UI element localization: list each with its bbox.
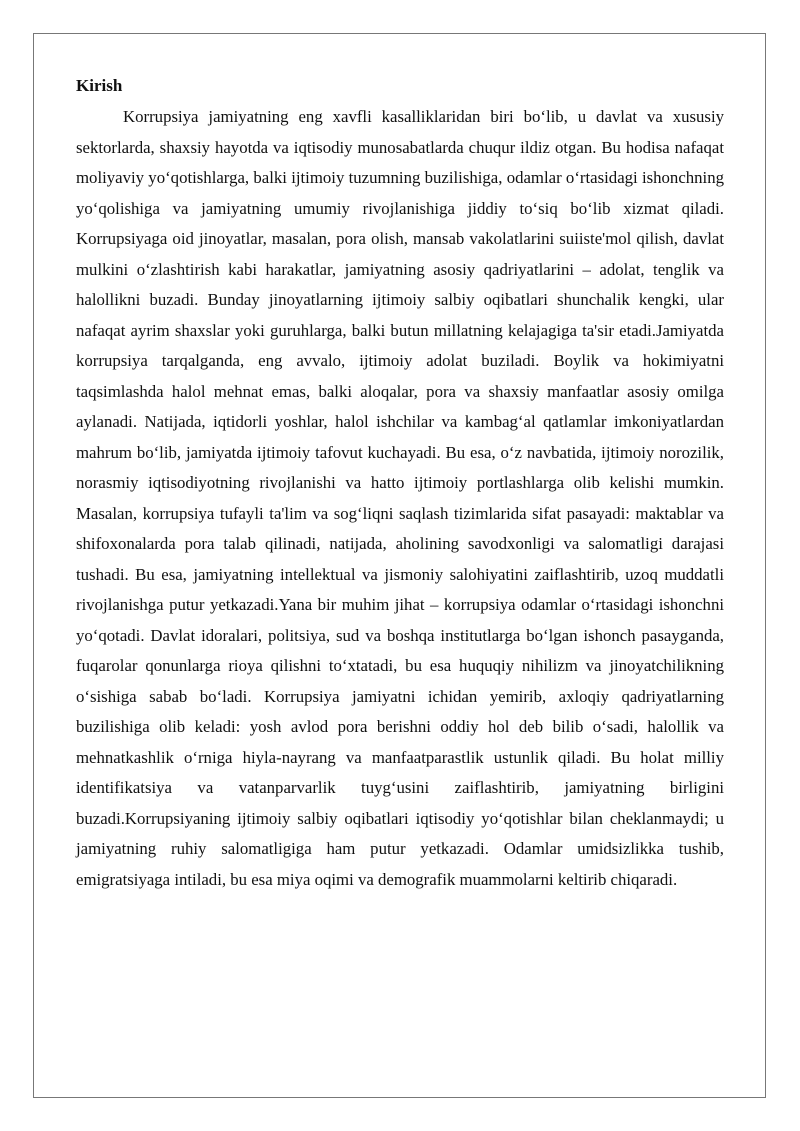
body-paragraph: Korrupsiya jamiyatning eng xavfli kasalliklaridan biri bo‘lib, u davlat va xususiy sektorlarda, shaxsiy hayotda va iqtisodiy munosabatlarda chuqur ildiz otgan. Bu hodisa nafaqat moliyaviy yo‘qotishlarga, balki ijtimoiy tuzumning buzilishiga, odamlar o‘rtasidagi ishonchning yo‘qolishiga va jamiyatning umumiy rivojlanishiga jiddiy to‘siq bo‘lib xizmat qiladi. Korrupsiyaga oid jinoyatlar, masalan, pora olish, mansab vakolatlarini suiiste'mol qilish, davlat mulkini o‘zlashtirish kabi harakatlar, jamiyatning asosiy qadriyatlarini – adolat, tenglik va halollikni buzadi. Bunday jinoyatlarning ijtimoiy salbiy oqibatlari shunchalik kengki, ular nafaqat ayrim shaxslar yoki guruhlarga, balki butun millatning kelajagiga ta'sir etadi.Jamiyatda korrupsiya tarqalganda, eng avvalo, ijtimoiy adolat buziladi. Boylik va hokimiyatni taqsimlashda halol mehnat emas, balki aloqalar, pora va shaxsiy manfaatlar asosiy omilga aylanadi. Natijada, iqtidorli yoshlar, halol ishchilar va kambag‘al qatlamlar imkoniyatlardan mahrum bo‘lib, jamiyatda ijtimoiy tafovut kuchayadi. Bu esa, o‘z navbatida, ijtimoiy norozilik, norasmiy iqtisodiyotning rivojlanishi va hatto ijtimoiy portlashlarga olib kelishi mumkin. Masalan, korrupsiya tufayli ta'lim va sog‘liqni saqlash tizimlarida sifat pasayadi: maktablar va shifoxonalarda pora talab qilinadi, natijada, aholining savodxonligi va salomatligi darajasi tushadi. Bu esa, jamiyatning intellektual va jismoniy salohiyatini zaiflashtirib, uzoq muddatli rivojlanishga putur yetkazadi.Yana bir muhim jihat – korrupsiya odamlar o‘rtasidagi ishonchni yo‘qotadi. Davlat idoralari, politsiya, sud va boshqa institutlarga bo‘lgan ishonch pasayganda, fuqarolar qonunlarga rioya qilishni to‘xtatadi, bu esa huquqiy nihilizm va jinoyatchilikning o‘sishiga sabab bo‘ladi. Korrupsiya jamiyatni ichidan yemirib, axloqiy qadriyatlarning buzilishiga olib keladi: yosh avlod pora berishni oddiy hol deb bilib o‘sadi, halollik va mehnatkashlik o‘rniga hiyla-nayrang va manfaatparastlik ustunlik qiladi. Bu holat milliy identifikatsiya va vatanparvarlik tuyg‘usini zaiflashtirib, jamiyatning birligini buzadi.Korrupsiyaning ijtimoiy salbiy oqibatlari iqtisodiy yo‘qotishlar bilan cheklanmaydi; u jamiyatning ruhiy salomatligiga ham putur yetkazadi. Odamlar umidsizlikka tushib, emigratsiyaga intiladi, bu esa miya oqimi va demografik muammolarni keltirib chiqaradi. xyxy=(76,107,724,889)
section-heading: Kirish xyxy=(76,76,123,95)
document-body xyxy=(76,72,724,895)
